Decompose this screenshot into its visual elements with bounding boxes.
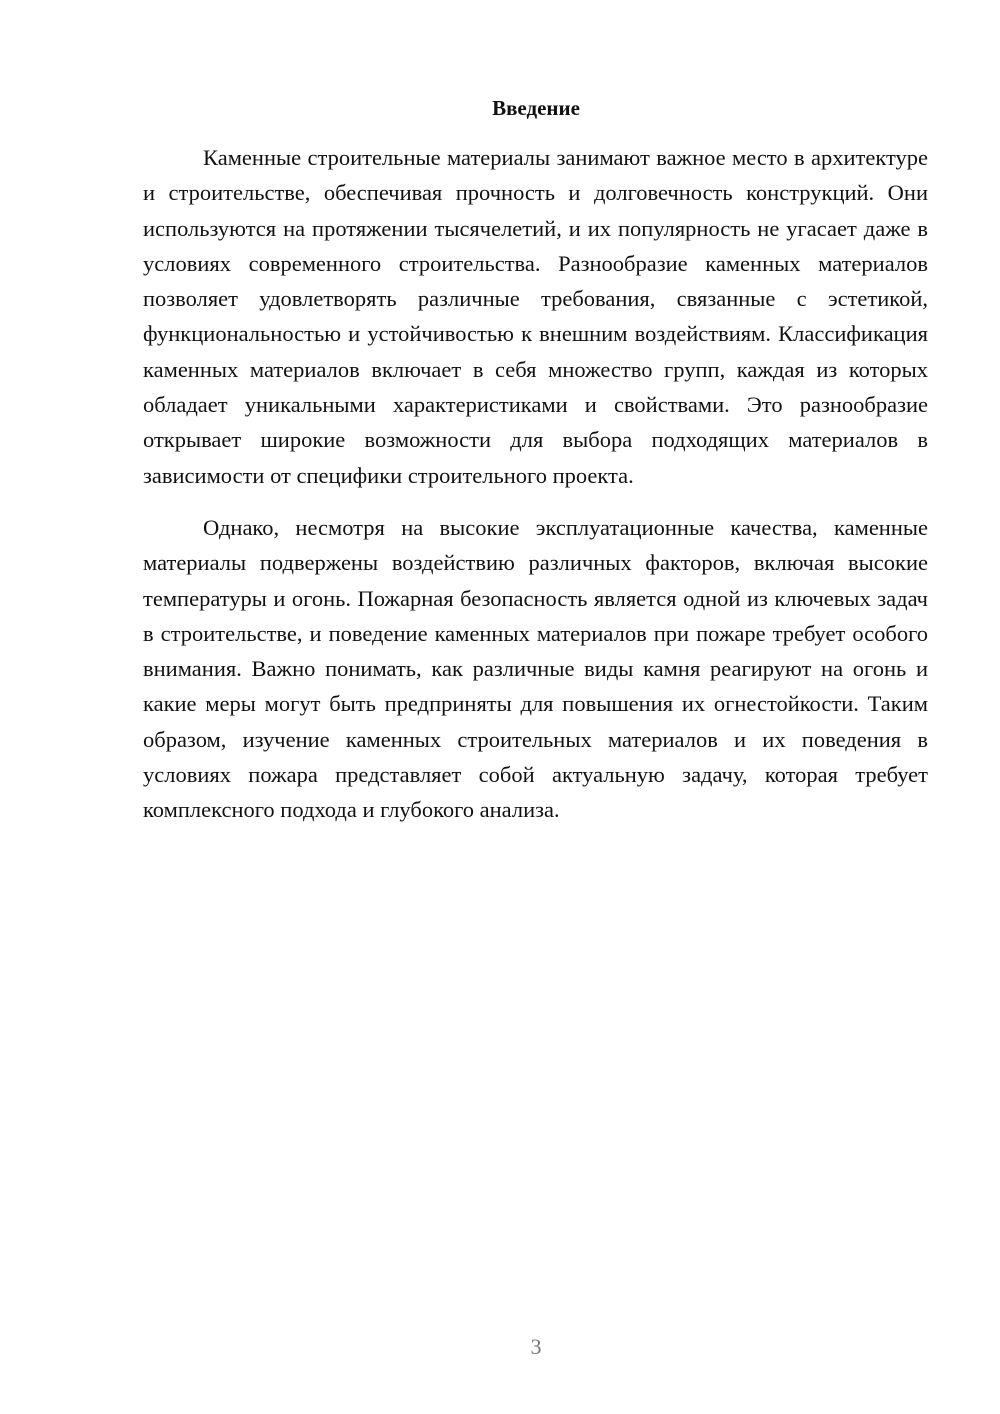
body-text [143,140,928,828]
page-number: 3 [530,1334,542,1359]
paragraph-2: Однако, несмотря на высокие эксплуатационные качества, каменные материалы подвержены воздействию различных факторов, включая высокие температуры и огонь. Пожарная безопасность является одной из ключевых задач в строительстве, и поведение каменных материалов при пожаре требует особого внимания. Важно понимать, как различные виды камня реагируют на огонь и какие меры могут быть предприняты для повышения их огнестойкости. Таким образом, изучение каменных строительных материалов и их поведения в условиях пожара представляет собой актуальную задачу, которая требует комплексного подхода и глубокого анализа. [143,514,928,823]
section-heading: Введение [492,96,580,120]
paragraph-1: Каменные строительные материалы занимают важное место в архитектуре и строительстве, обеспечивая прочность и долговечность конструкций. Они используются на протяжении тысячелетий, и их популярность не угасает даже в условиях современного строительства. Разнообразие каменных материалов позволяет удовлетворять различные требования, связанные с эстетикой, функциональностью и устойчивостью к внешним воздействиям. Классификация каменных материалов включает в себя множество групп, каждая из которых обладает уникальными характеристиками и свойствами. Это разнообразие открывает широкие возможности для выбора подходящих материалов в зависимости от специфики строительного проекта. [143,145,928,488]
